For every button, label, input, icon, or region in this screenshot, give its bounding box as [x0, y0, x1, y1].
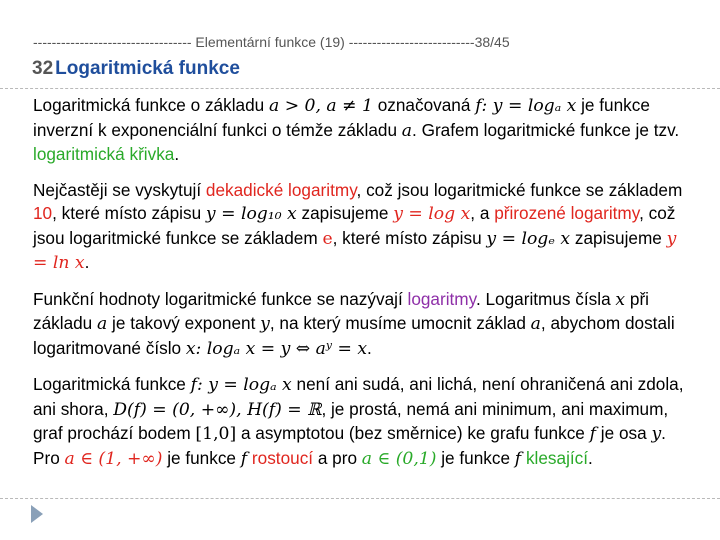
- text: a asymptotou (bez směrnice) ke grafu funkce: [236, 423, 590, 443]
- slide-title: [32, 58, 240, 80]
- text: .: [174, 144, 180, 164]
- math: f: [589, 424, 597, 444]
- text: .: [84, 252, 90, 272]
- math: a: [97, 314, 108, 334]
- text: Logaritmická funkce o základu: [33, 95, 269, 115]
- text: není ani sudá, ani lichá, není ohraničená ani zdola, ani shora,: [33, 374, 684, 419]
- base-ten: 10: [33, 203, 53, 223]
- term-logarithmic-curve: logaritmická křivka: [33, 144, 175, 164]
- text: . Logaritmus čísla: [475, 288, 616, 309]
- math: x: [615, 289, 626, 310]
- triangle-right-icon[interactable]: [31, 505, 43, 523]
- math: y = log₁₀ x: [205, 204, 297, 224]
- text: je takový exponent: [107, 313, 261, 333]
- math: a: [530, 314, 541, 334]
- math-equivalence: x: logₐ x = y ⇔ aʸ = x: [185, 338, 368, 359]
- math-log: y = log x: [393, 204, 471, 224]
- text: zapisujeme: [296, 203, 394, 223]
- text: je osa: [596, 423, 652, 443]
- math: f: y = logₐ x: [475, 96, 577, 116]
- text: při základu: [33, 288, 650, 333]
- text: , a: [470, 203, 495, 223]
- term-decreasing: klesající: [525, 447, 589, 468]
- text: .: [367, 337, 372, 358]
- math: a: [401, 120, 413, 141]
- text: zapisujeme: [570, 227, 667, 248]
- text: , které místo zápisu: [332, 227, 487, 248]
- text: je funkce: [436, 447, 515, 468]
- text: je funkce: [162, 447, 241, 468]
- text: , je prostá, nemá ani minimum, ani maximum, graf prochází bodem: [33, 398, 669, 443]
- slide-content: [33, 94, 693, 483]
- title-text: Logaritmická funkce: [55, 58, 240, 79]
- term-natural-logarithms: přirozené logaritmy: [494, 203, 640, 223]
- slide-number: 32: [32, 58, 54, 79]
- text: Funkční hodnoty logaritmické funkce se nazývají: [33, 288, 408, 309]
- text: .: [588, 447, 593, 468]
- text: , což jsou logaritmické funkce se základem: [33, 203, 676, 248]
- text: , abychom dostali logaritmované číslo: [33, 313, 675, 358]
- paragraph-properties: [33, 373, 693, 471]
- text: , které místo zápisu: [52, 203, 206, 223]
- top-divider: [0, 88, 720, 89]
- text: . Grafem logaritmické funkce je tzv.: [412, 119, 680, 140]
- text: , na který musíme umocnit základ: [269, 313, 531, 333]
- paragraph-common-logs: [33, 179, 693, 276]
- text: Logaritmická funkce: [33, 374, 191, 394]
- text: , což jsou logaritmické funkce se základem: [356, 179, 683, 200]
- math: f: [514, 448, 522, 469]
- text: a pro: [313, 447, 362, 468]
- term-logarithms: logaritmy: [407, 288, 476, 309]
- math: f: y = logₐ x: [190, 375, 292, 395]
- math: y: [651, 424, 662, 444]
- math-ln: y = ln x: [33, 228, 677, 273]
- paragraph-definition: [33, 94, 693, 167]
- text: označovaná: [372, 95, 476, 115]
- paragraph-logarithm-definition: [33, 288, 693, 362]
- bottom-divider: [0, 498, 720, 499]
- math: a > 0, a ≠ 1: [268, 96, 373, 116]
- math: f: [240, 448, 248, 469]
- math-interval-decreasing: a ∈ (0,1): [361, 448, 437, 469]
- text: . Pro: [33, 423, 666, 468]
- term-increasing: rostoucí: [251, 447, 314, 468]
- math-point: [1,0]: [195, 424, 237, 444]
- base-e: e: [322, 228, 333, 249]
- math: y = logₑ x: [486, 228, 571, 249]
- math-interval-increasing: a ∈ (1, +∞): [64, 448, 163, 469]
- term-decadic-logarithms: dekadické logaritmy: [205, 179, 357, 200]
- text: Nejčastěji se vyskytují: [33, 179, 206, 200]
- math-domain-range: D(f) = (0, +∞), H(f) = ℝ: [113, 399, 322, 420]
- slide-header: ---------------------------------- Elementární funkce (19) ---------------------------38/45: [33, 34, 510, 50]
- text: je funkce inverzní k exponenciální funkci o témže základu: [33, 95, 650, 140]
- math: y: [260, 314, 270, 334]
